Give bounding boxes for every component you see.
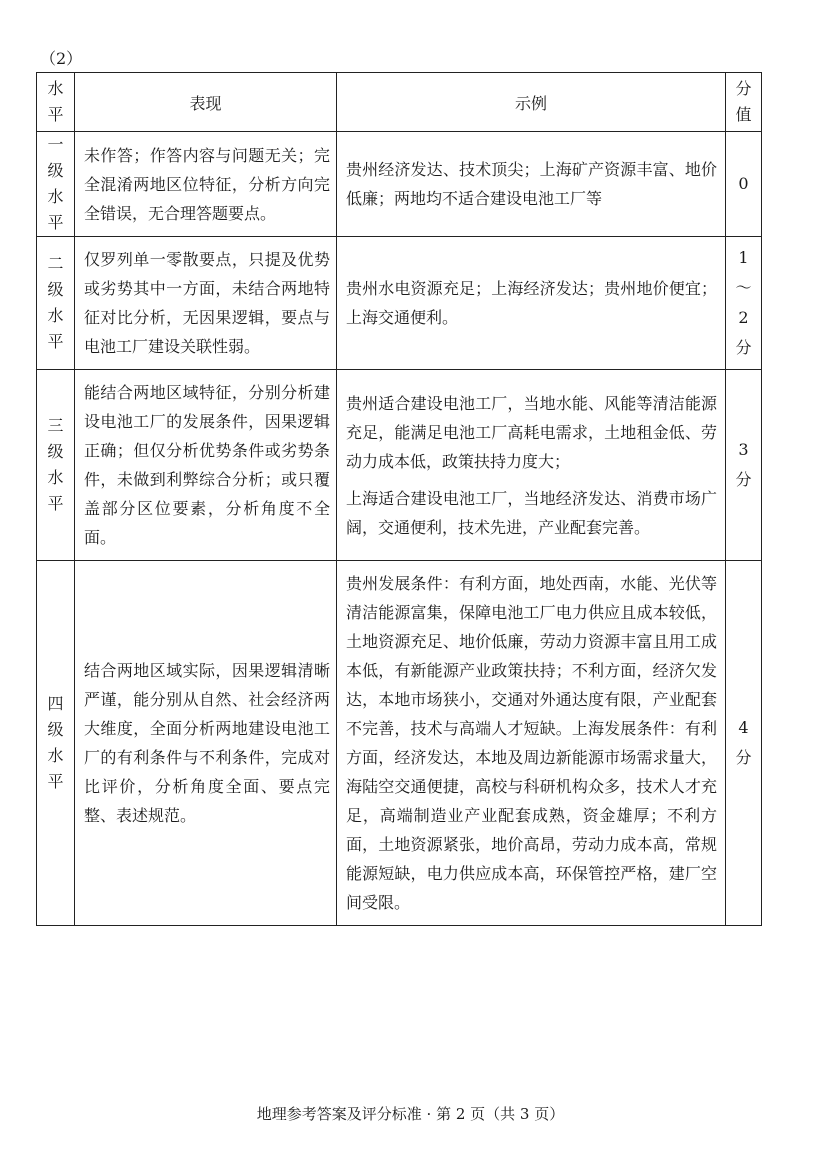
level-cell: [37, 370, 75, 561]
score-cell: [726, 370, 762, 561]
scoring-rubric-table: [36, 72, 762, 926]
table-row: [37, 237, 762, 370]
level-char: 水: [47, 746, 64, 765]
score-char: 分: [735, 470, 752, 489]
level-char: 三: [47, 416, 64, 435]
example-paragraph: 贵州水电资源充足；上海经济发达；贵州地价便宜；上海交通便利。: [346, 279, 717, 327]
example-cell: [337, 237, 726, 370]
score-char: 1: [738, 248, 749, 267]
level-char: 平: [47, 213, 64, 232]
score-char: 分: [735, 338, 752, 357]
header-level-char: 平: [47, 105, 64, 124]
performance-cell: 结合两地区域实际，因果逻辑清晰严谨，能分别从自然、社会经济两大维度，全面分析两地建设电池工厂的有利条件与不利条件，完成对比评价，分析角度全面、要点完整、表述规范。: [75, 561, 337, 926]
score-char: 2: [738, 308, 749, 327]
performance-cell: 仅罗列单一零散要点，只提及优势或劣势其中一方面，未结合两地特征对比分析，无因果逻辑，要点与电池工厂建设关联性弱。: [75, 237, 337, 370]
level-char: 级: [47, 720, 64, 739]
score-cell: [726, 132, 762, 237]
example-paragraph: 贵州经济发达、技术顶尖；上海矿产资源丰富、地价低廉；两地均不适合建设电池工厂等: [346, 160, 717, 208]
performance-cell: 未作答；作答内容与问题无关；完全混淆两地区位特征，分析方向完全错误，无合理答题要点。: [75, 132, 337, 237]
example-cell: [337, 132, 726, 237]
level-char: 水: [47, 187, 64, 206]
header-score-char: 值: [735, 105, 752, 124]
header-performance: 表现: [75, 73, 337, 132]
section-label: （2）: [40, 49, 83, 68]
header-score-char: 分: [735, 79, 752, 98]
example-paragraph: 上海适合建设电池工厂，当地经济发达、消费市场广阔，交通便利，技术先进，产业配套完善。: [346, 488, 717, 537]
example-paragraph: 贵州适合建设电池工厂，当地水能、风能等清洁能源充足，能满足电池工厂高耗电需求，土地租金低、劳动力成本低，政策扶持力度大；: [346, 393, 717, 471]
header-level-char: 水: [47, 79, 64, 98]
score-cell: [726, 561, 762, 926]
level-char: 平: [47, 332, 64, 351]
example-paragraph: 贵州发展条件：有利方面，地处西南，水能、光伏等清洁能源富集，保障电池工厂电力供应且成本较低，土地资源充足、地价低廉，劳动力资源丰富且用工成本低，有新能源产业政策扶持；不利方面，经济欠发达，本地市场狭小，交通对外通达度有限，产业配套不完善，技术与高端人才短缺。上海发展条件：有利方面，经济发达，本地及周边新能源市场需求量大，海陆空交通便捷，高校与科研机构众多，技术人才充足，高端制造业产业配套成熟，资金雄厚；不利方面，土地资源紧张，地价高昂，劳动力成本高，常规能源短缺，电力供应成本高，环保管控严格，建厂空间受限。: [346, 574, 717, 912]
level-cell: [37, 132, 75, 237]
table-row: [37, 561, 762, 926]
header-example: 示例: [337, 73, 726, 132]
score-char: 分: [735, 748, 752, 767]
example-cell: [337, 561, 726, 926]
level-char: 二: [47, 254, 64, 273]
table-row: [37, 132, 762, 237]
score-cell: [726, 237, 762, 370]
level-char: 四: [47, 694, 64, 713]
header-level: [37, 73, 75, 132]
level-char: 级: [47, 161, 64, 180]
score-char: 4: [738, 718, 749, 737]
header-score: [726, 73, 762, 132]
score-char: 0: [738, 174, 749, 193]
level-cell: [37, 237, 75, 370]
table-row: [37, 370, 762, 561]
level-char: 水: [47, 468, 64, 487]
level-char: 水: [47, 306, 64, 325]
performance-cell: 能结合两地区域特征，分别分析建设电池工厂的发展条件，因果逻辑正确；但仅分析优势条件或劣势条件，未做到利弊综合分析；或只覆盖部分区位要素，分析角度不全面。: [75, 370, 337, 561]
level-char: 一: [47, 135, 64, 154]
example-cell: [337, 370, 726, 561]
level-char: 级: [47, 442, 64, 461]
table-header-row: [37, 73, 762, 132]
page-footer: 地理参考答案及评分标准 · 第 2 页（共 3 页）: [256, 1105, 565, 1123]
score-char: ～: [735, 278, 752, 297]
level-char: 平: [47, 772, 64, 791]
score-char: 3: [738, 440, 749, 459]
level-cell: [37, 561, 75, 926]
level-char: 平: [47, 494, 64, 513]
level-char: 级: [47, 280, 64, 299]
